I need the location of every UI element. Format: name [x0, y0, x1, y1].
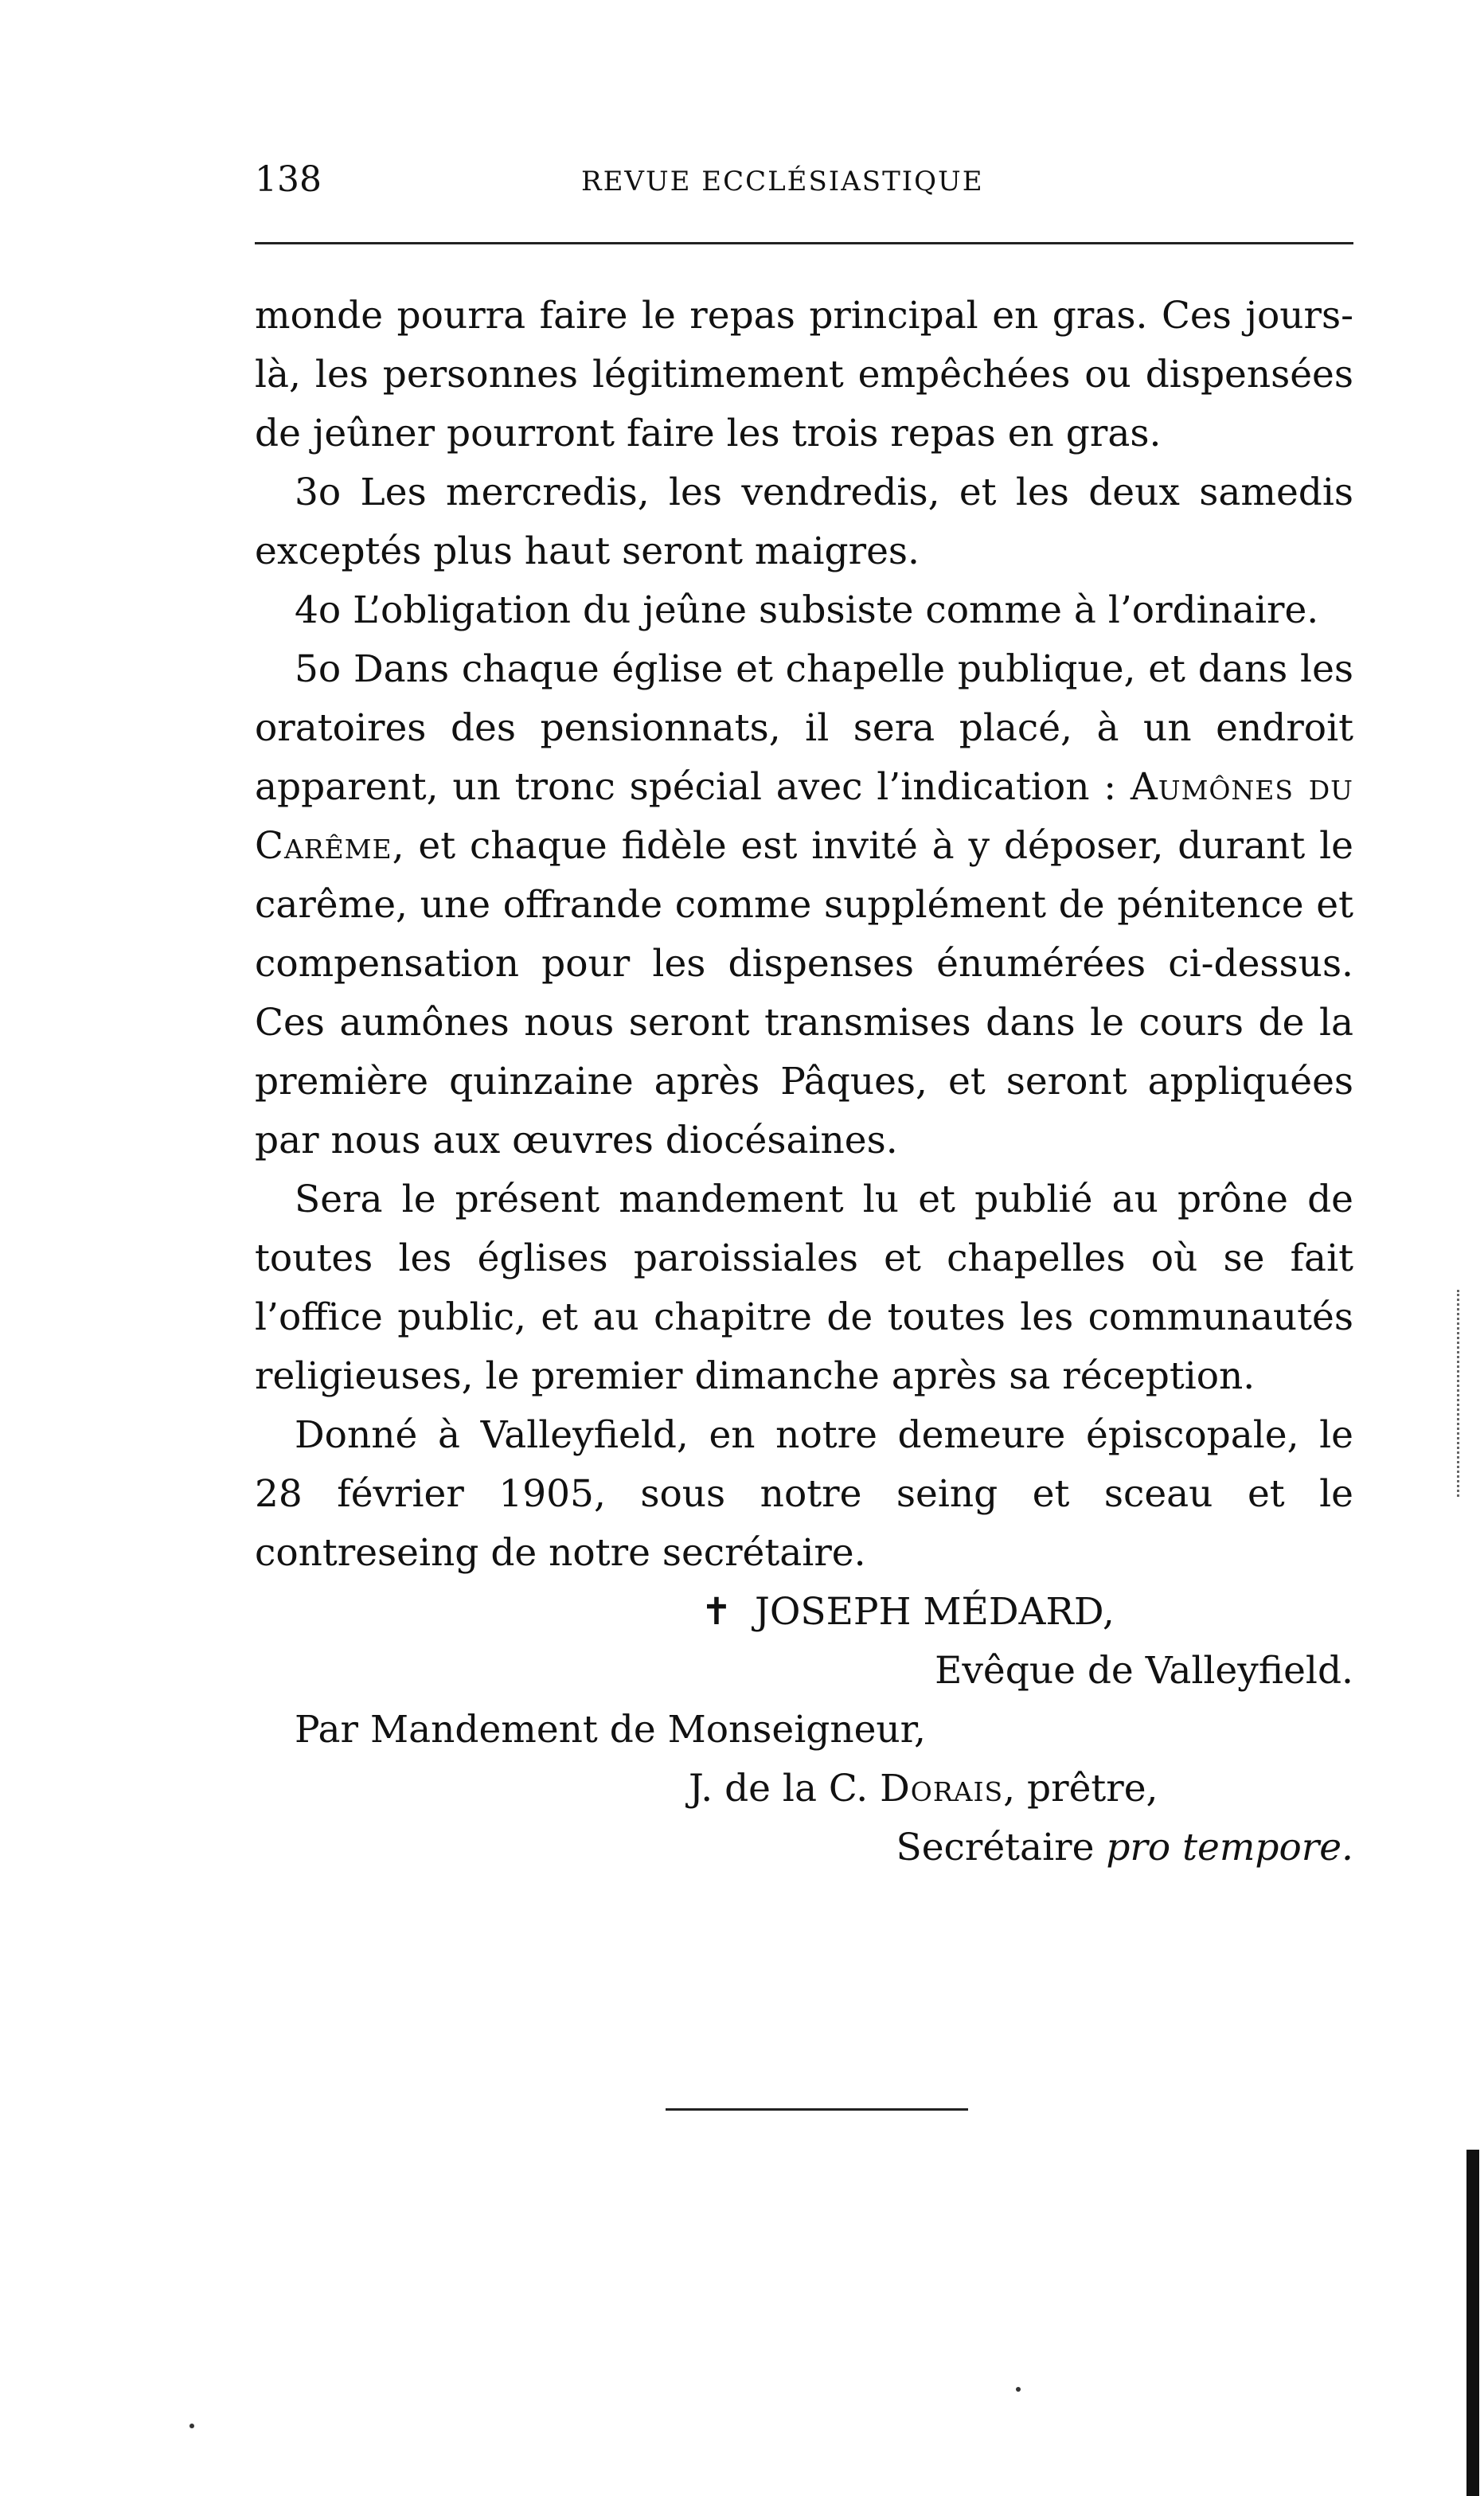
scan-speck [1016, 2387, 1021, 2392]
bishop-signature [255, 1583, 1353, 1642]
secretary-title [255, 1818, 1353, 1877]
scan-edge-bar [1466, 2150, 1479, 2496]
secretary-suffix: , prêtre, [1003, 1767, 1158, 1810]
bishop-title: Evêque de Valleyfield. [935, 1649, 1353, 1693]
body-text [255, 287, 1353, 1877]
paragraph-3: 4o L’obligation du jeûne subsiste comme à l’ordinaire. [295, 588, 1319, 632]
running-title: REVUE ECCLÉSIASTIQUE [581, 166, 984, 197]
scan-speck [189, 2424, 194, 2428]
alms-label: Aumônes du Carême [255, 765, 1353, 868]
bishop-name: JOSEPH MÉDARD, [755, 1590, 1115, 1634]
page-header [255, 159, 1353, 207]
page-number: 138 [255, 159, 322, 200]
paragraph-6: Donné à Valleyfield, en notre demeure épiscopale, le 28 février 1905, sous notre seing et sceau et le contreseing de notre secrétaire. [255, 1413, 1353, 1575]
secretary-signature [255, 1760, 1353, 1818]
paragraph-4 [255, 640, 1353, 1170]
signature-block [255, 1583, 1353, 1877]
secretary-title-italic: pro tempore. [1106, 1826, 1353, 1869]
paragraph-2: 3o Les mercredis, les vendredis, et les deux samedis exceptés plus haut seront maigres. [255, 471, 1353, 573]
mandement-line: Par Mandement de Monseigneur, [295, 1708, 926, 1752]
secretary-title-text: Secrétaire [896, 1826, 1107, 1869]
paragraph-4-start: 5o Dans chaque église et chapelle publique, et dans les oratoires des pensionnats, il sera placé, à un endroit apparent, un tronc spécial avec l’indication : [255, 647, 1353, 809]
secretary-prefix: J. de la C. [689, 1767, 881, 1810]
header-rule [255, 242, 1353, 244]
paragraph-5: Sera le présent mandement lu et publié au prône de toutes les églises paroissiales et chapelles où se fait l’office public, et au chapitre de toutes les communautés religieuses, le premier dimanche après sa réception. [255, 1178, 1353, 1398]
secretary-surname: Dorais [880, 1767, 1004, 1810]
paragraph-4-end: , et chaque fidèle est invité à y déposer, durant le carême, une offrande comme supplément de pénitence et compensation pour les dispenses énumérées ci-dessus. Ces aumônes nous seront transmises dans le cours de la première quinzaine après Pâques, et seront appliquées par nous aux œuvres diocésaines. [255, 824, 1353, 1162]
paragraph-1: monde pourra faire le repas principal en gras. Ces jours-là, les personnes légitimement empêchées ou dispensées de jeûner pourront faire les trois repas en gras. [255, 294, 1353, 455]
end-rule [666, 2108, 968, 2111]
cross-icon: ✝ [701, 1590, 732, 1634]
scan-edge-dots [1457, 1290, 1462, 1497]
